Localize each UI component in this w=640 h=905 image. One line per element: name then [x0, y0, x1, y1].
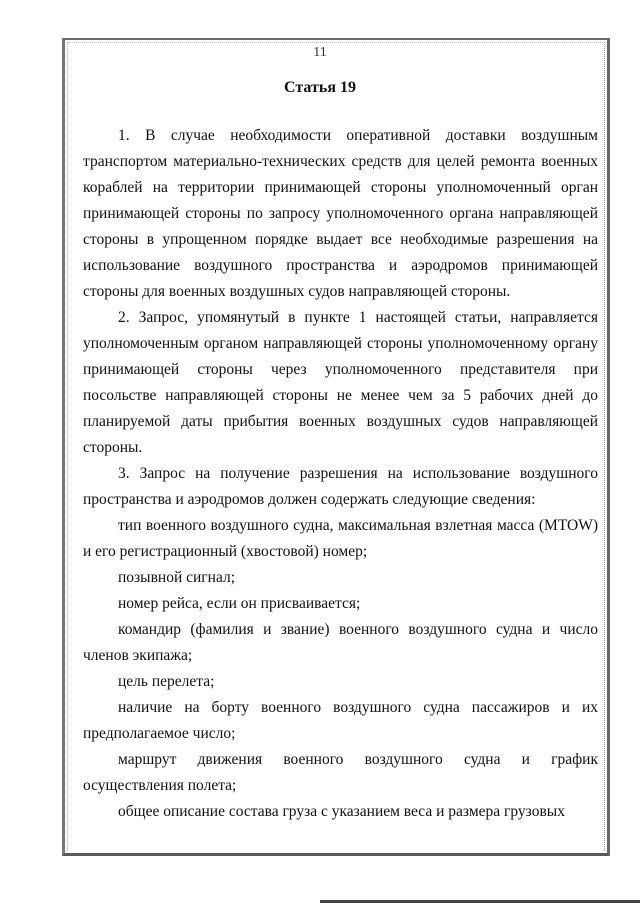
scan-edge-line	[320, 900, 640, 903]
article-title: Статья 19	[284, 79, 356, 96]
list-item-route: маршрут движения военного воздушного судна и график осуществления полета;	[83, 751, 598, 794]
list-item-passengers: наличие на борту военного воздушного судна пассажиров и их предполагаемое число;	[83, 699, 598, 742]
page-number: 11	[313, 45, 327, 60]
paragraph-2: 2. Запрос, упомянутый в пункте 1 настоящей статьи, направляется уполномоченным органом направляющей стороны уполномоченному органу принимающей стороны через уполномоченного представителя при посольстве направляющей стороны не менее чем за 5 рабочих дней до планируемой даты прибытия военных воздушных судов направляющей стороны.	[83, 309, 598, 456]
list-item-flight-number: номер рейса, если он присваивается;	[118, 595, 361, 612]
article-body	[83, 120, 598, 825]
list-item-cargo: общее описание состава груза с указанием веса и размера грузовых	[118, 803, 565, 820]
list-item-aircraft-type: тип военного воздушного судна, максимальная взлетная масса (MTOW) и его регистрационный (хвостовой) номер;	[83, 517, 598, 560]
list-item-call-sign: позывной сигнал;	[118, 569, 235, 586]
list-item-flight-purpose: цель перелета;	[118, 673, 215, 690]
paragraph-3: 3. Запрос на получение разрешения на использование воздушного пространства и аэродромов должен содержать следующие сведения:	[83, 465, 598, 508]
paragraph-1: 1. В случае необходимости оперативной доставки воздушным транспортом материально-технических средств для целей ремонта военных кораблей на территории принимающей стороны уполномоченный орган принимающей стороны по запросу уполномоченного органа направляющей стороны в упрощенном порядке выдает все необходимые разрешения на использование воздушного пространства и аэродромов принимающей стороны для военных воздушных судов направляющей стороны.	[83, 127, 598, 300]
list-item-commander: командир (фамилия и звание) военного воздушного судна и число членов экипажа;	[83, 621, 598, 664]
